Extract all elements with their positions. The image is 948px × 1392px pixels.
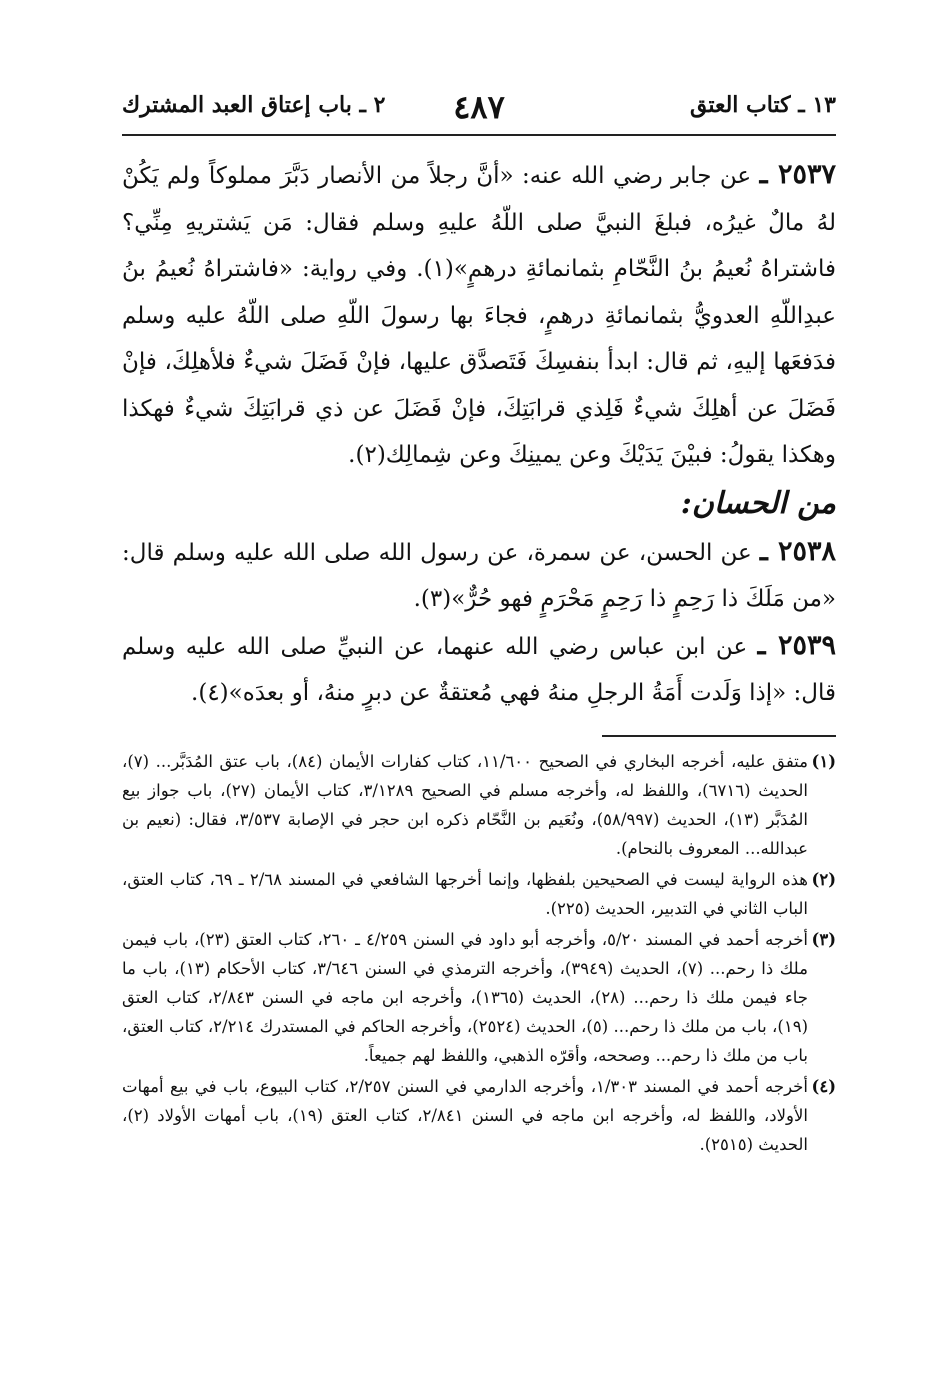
section-heading: من الحسان:	[680, 485, 836, 521]
footnote-text: هذه الرواية ليست في الصحيحين بلفظها، وإنما أخرجها الشافعي في المسند ٢/٦٨ ـ ٦٩، كتاب العتق، الباب الثاني في التدبير، الحديث (٢٢٥).	[122, 869, 808, 918]
hadith-text: عن ابن عباس رضي الله عنهما، عن النبيِّ صلى الله عليه وسلم قال: «إذا وَلَدت أَمَةُ الرجلِ منهُ فهي مُعتقةٌ عن دبرٍ منهُ، أو بعدَه»(٤).	[122, 633, 836, 706]
footnote-number: (٤)	[811, 1076, 836, 1096]
hadith-number: ٢٥٣٩ ـ	[757, 629, 837, 661]
hadith-text: عن جابر رضي الله عنه: «أنَّ رجلاً من الأنصار دَبَّرَ مملوكاً ولم يَكُنْ لهُ مالٌ غيرُه، فبلغَ النبيَّ صلى اللّهُ عليهِ وسلم فقال: مَن يَشتريهِ مِنِّي؟ فاشتراهُ نُعيمُ بنُ النَّحّامِ بثمانمائةِ درهمٍ»(١). وفي رواية: «فاشتراهُ نُعيمُ بنُ عبدِاللّهِ العدويُّ بثمانمائةِ درهمٍ، فجاءَ بها رسولَ اللّهِ صلى اللّهُ عليه وسلم فدَفعَها إليهِ، ثم قال: ابدأ بنفسِكَ فَتَصدَّق عليها، فإنْ فَضَلَ شيءٌ فلأهلِكَ، فإنْ فَضَلَ عن أهلِكَ شيءٌ فَلِذي قرابَتِكَ، فإنْ فَضَلَ عن ذي قرابَتِكَ شيءٌ فهكذا وهكذا يقولُ: فبيْنَ يَدَيْكَ وعن يمينِكَ وعن شِمالِك(٢).	[122, 163, 836, 468]
footnote-text: أخرجه أحمد في المسند ١/٣٠٣، وأخرجه الدارمي في السنن ٢/٢٥٧، كتاب البيوع، باب في بيع أمهات الأولاد، واللفظ له، وأخرجه ابن ماجه في السنن ٢/٨٤١، كتاب العتق (١٩)، باب أمهات الأولاد (٢)، الحديث (٢٥١٥).	[122, 1076, 808, 1154]
footnote-number: (٢)	[811, 869, 836, 889]
footnote	[122, 925, 836, 1070]
page-number: ٤٨٧	[453, 88, 505, 126]
hadith-number: ٢٥٣٨ ـ	[759, 535, 837, 567]
footnotes	[122, 747, 836, 1159]
hadith-2538	[122, 529, 836, 623]
book-page	[122, 88, 836, 1161]
section-title-header: ٢ ـ باب إعتاق العبد المشترك	[122, 92, 386, 118]
hadith-2539	[122, 623, 836, 717]
page-header	[122, 88, 836, 136]
footnote	[122, 1072, 836, 1159]
footnote-number: (١)	[811, 751, 836, 771]
chapter-title: ١٣ ـ كتاب العتق	[689, 92, 836, 118]
footnote-number: (٣)	[811, 929, 836, 949]
hadith-text: عن الحسن، عن سمرة، عن رسول الله صلى الله عليه وسلم قال: «من مَلَكَ ذا رَحِمٍ ذا رَحِمٍ مَحْرَمٍ فهو حُرٌّ»(٣).	[122, 539, 836, 612]
footnote	[122, 747, 836, 863]
hadith-2537	[122, 152, 836, 479]
footnote-divider	[602, 735, 836, 737]
hadith-number: ٢٥٣٧ ـ	[759, 159, 836, 190]
footnote	[122, 865, 836, 923]
footnote-text: متفق عليه، أخرجه البخاري في الصحيح ١١/٦٠٠، كتاب كفارات الأيمان (٨٤)، باب عتق المُدَبَّر... (٧)، الحديث (٦٧١٦)، واللفظ له، وأخرجه مسلم في الصحيح ٣/١٢٨٩، كتاب الأيمان (٢٧)، باب جواز بيع المُدَبَّر (١٣)، الحديث (٥٨/٩٩٧)، ونُعَيم بن النَّحّام ذكره ابن حجر في الإصابة ٣/٥٣٧، فقال: (نعيم بن عبدالله... المعروف بالنحام).	[122, 751, 809, 858]
main-text	[122, 152, 836, 717]
footnote-text: أخرجه أحمد في المسند ٥/٢٠، وأخرجه أبو داود في السنن ٤/٢٥٩ ـ ٢٦٠، كتاب العتق (٢٣)، باب فيمن ملك ذا رحم... (٧)، الحديث (٣٩٤٩)، وأخرجه الترمذي في السنن ٣/٦٤٦، كتاب الأحكام (١٣)، باب ما جاء فيمن ملك ذا رحم... (٢٨)، الحديث (١٣٦٥)، وأخرجه ابن ماجه في السنن ٢/٨٤٣، كتاب العتق (١٩)، باب من ملك ذا رحم... (٥)، الحديث (٢٥٢٤)، وأخرجه الحاكم في المستدرك ٢/٢١٤، كتاب العتق، باب من ملك ذا رحم... وصححه، وأقرّه الذهبي، واللفظ لهم جميعاً.	[122, 929, 809, 1065]
